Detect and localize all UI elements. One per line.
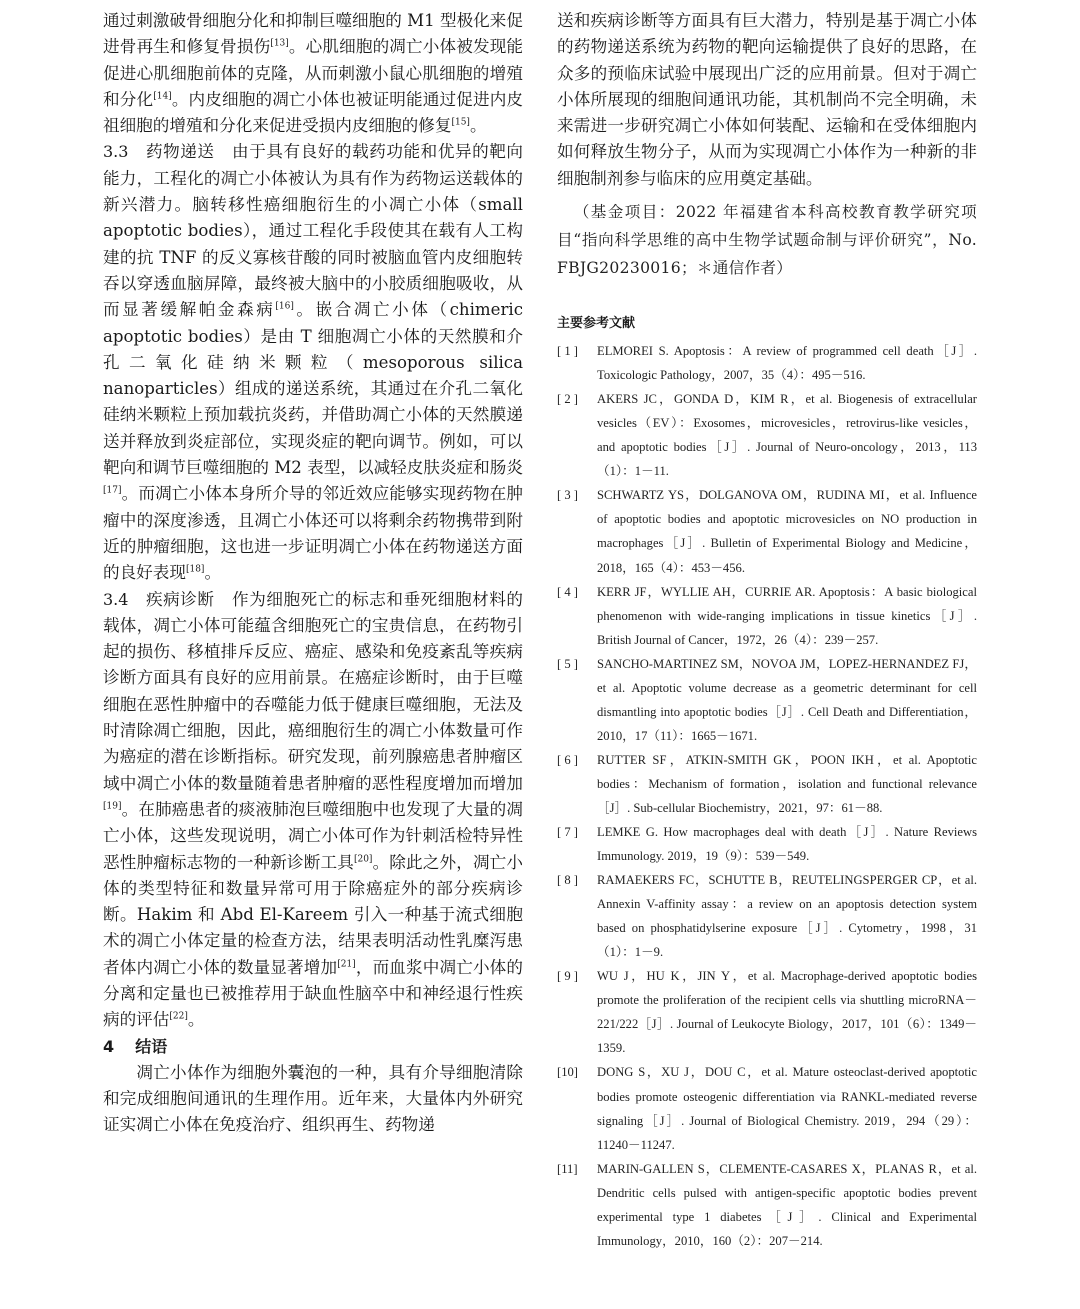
right-column: [557, 8, 977, 1253]
text-run: 。: [187, 1010, 205, 1030]
text-run: 。: [469, 116, 487, 136]
text-run: 。内皮细胞的凋亡小体也被证明能通过促进内皮祖细胞的增殖和分化来促进受损内皮细胞的修复: [103, 89, 524, 136]
text-run: 。心肌细胞的凋亡小体被发现能促进心肌细胞前体的克隆，从而刺激小鼠心肌细胞的增殖和分化: [103, 37, 524, 109]
funding-note: [557, 198, 977, 282]
reference-number: [ 6 ]: [557, 752, 578, 767]
reference-text: RUTTER SF，ATKIN-SMITH GK，POON IKH，et al. Apoptotic bodies：Mechanism of formation，isolation and functional relevance［J］. Sub-cellular Biochemistry，2021，97：61－88.: [597, 752, 977, 815]
reference-number: [11]: [557, 1161, 578, 1176]
reference-text: SANCHO-MARTINEZ SM，NOVOA JM，LOPEZ-HERNANDEZ FJ，et al. Apoptotic volume decrease as a geometric determinant for cell dismantling into apoptotic bodies［J］. Cell Death and Differentiation，2010，17（11）：1665－1671.: [597, 656, 977, 743]
text-run: 。而凋亡小体本身所介导的邻近效应能够实现药物在肿瘤中的深度渗透，且凋亡小体还可以将剩余药物携带到附近的肿瘤细胞，这也进一步证明凋亡小体在药物递送方面的良好表现: [103, 484, 523, 583]
reference-number: [ 3 ]: [557, 488, 578, 503]
section-title: 结语: [135, 1036, 168, 1056]
reference-item: [557, 964, 977, 1060]
reference-item: [557, 1157, 977, 1253]
reference-number: [ 8 ]: [557, 873, 578, 888]
reference-text: ELMOREI S. Apoptosis：A review of programmed cell death［J］. Toxicologic Pathology，2007，35（4）：495－516.: [597, 344, 977, 383]
text-run: 作为细胞死亡的标志和垂死细胞材料的载体，凋亡小体可能蕴含细胞死亡的宝贵信息，在药物引起的损伤、移植排斥反应、癌症、感染和免疫紊乱等疾病诊断方面具有良好的应用前景。在癌症诊断时，由于巨噬细胞在恶性肿瘤中的吞噬能力低于健康巨噬细胞，无法及时清除凋亡细胞，因此，癌细胞衍生的凋亡小体数量可作为癌症的潜在诊断指标。研究发现，前列腺癌患者肿瘤区域中凋亡小体的数量随着患者肿瘤的恶性程度增加而增加: [103, 589, 524, 793]
section-title: 药物递送: [145, 142, 215, 162]
citation-ref: [15]: [451, 117, 470, 128]
reference-text: MARIN-GALLEN S，CLEMENTE-CASARES X，PLANAS R，et al. Dendritic cells pulsed with antigen-specific apoptotic bodies prevent experimental type 1 diabetes［J］. Clinical and Experimental Immunology，2010，160（2）：207－214.: [597, 1161, 977, 1248]
reference-item: [557, 748, 977, 820]
reference-item: [557, 1060, 977, 1156]
reference-item: [557, 339, 977, 387]
text-run: 由于具有良好的载药功能和优异的靶向能力，工程化的凋亡小体被认为具有作为药物运送载体的新兴潜力。脑转移性癌细胞衍生的小凋亡小体（small apoptotic bodies），通过工程化手段使其在载有人工构建的抗 TNF 的反义寡核苷酸的同时被脑血管内皮细胞转吞以穿透血脑屏障，最终被大脑中的小胶质细胞吸收，从而显著缓解帕金森病: [103, 142, 524, 320]
reference-text: LEMKE G. How macrophages deal with death［J］. Nature Reviews Immunology. 2019，19（9）：539－549.: [597, 825, 977, 864]
citation-ref: [17]: [103, 485, 122, 496]
section-4-heading: [103, 1034, 523, 1060]
citation-ref: [22]: [169, 1011, 188, 1022]
paragraph-bone-cardiac: [103, 8, 523, 139]
text-run: 。嵌合凋亡小体（chimeric apoptotic bodies）是由 T 细胞凋亡小体的天然膜和介孔二氧化硅纳米颗粒（mesoporous silica nanoparticles）组成的递送系统，其通过在介孔二氧化硅纳米颗粒上预加载抗炎药，并借助凋亡小体的天然膜递送并释放到炎症部位，实现炎症的靶向调节。例如，可以靶向和调节巨噬细胞的 M2 表型，以减轻皮肤炎症和肠炎: [103, 300, 524, 478]
reference-list: [557, 339, 977, 1253]
reference-number: [ 7 ]: [557, 825, 578, 840]
text-run: （基金项目：2022 年福建省本科高校教育教学研究项目“指向科学思维的高中生物学试题命制与评价研究”，No. FBJG20230016；＊通信作者）: [557, 203, 977, 278]
text-run: ，而血浆中凋亡小体的分离和定量也已被推荐用于缺血性脑卒中和神经退行性疾病的评估: [103, 957, 524, 1030]
reference-number: [10]: [557, 1065, 578, 1080]
citation-ref: [13]: [270, 38, 289, 49]
reference-text: AKERS JC，GONDA D，KIM R，et al. Biogenesis of extracellular vesicles（EV）：Exosomes，microvesicles，retrovirus-like vesicles，and apoptotic bodies［J］. Journal of Neuro-oncology，2013，113（1）：1－11.: [597, 392, 977, 479]
reference-item: [557, 652, 977, 748]
reference-number: [ 1 ]: [557, 344, 578, 359]
reference-text: DONG S，XU J，DOU C，et al. Mature osteoclast-derived apoptotic bodies promote osteogenic differentiation via RANKL-mediated reverse signaling［J］. Journal of Biological Chemistry. 2019，294（29）：11240－11247.: [597, 1065, 977, 1152]
section-number: 3.4: [103, 589, 129, 609]
text-run: 通过刺激破骨细胞分化和抑制巨噬细胞的 M1 型极化来促进骨再生和修复骨损伤: [103, 11, 523, 57]
reference-item: [557, 387, 977, 483]
references-heading: 主要参考文献: [557, 316, 636, 332]
reference-item: [557, 580, 977, 652]
citation-ref: [20]: [353, 853, 373, 864]
reference-item: [557, 483, 977, 579]
citation-ref: [14]: [153, 91, 172, 102]
reference-text: SCHWARTZ YS，DOLGANOVA OM，RUDINA MI，et al. Influence of apoptotic bodies and apoptotic microvesicles on NO production in macrophages［J］. Bulletin of Experimental Biology and Medicine，2018，165（4）：453－456.: [597, 488, 977, 575]
citation-ref: [18]: [185, 564, 205, 575]
reference-text: RAMAEKERS FC，SCHUTTE B，REUTELINGSPERGER CP，et al. Annexin V-affinity assay：a review on an apoptosis detection system based on phosphatidylserine exposure［J］. Cytometry，1998，31（1）：1－9.: [597, 873, 977, 960]
reference-number: [ 5 ]: [557, 656, 578, 671]
text-run: 凋亡小体作为细胞外囊泡的一种，具有介导细胞清除和完成细胞间通讯的生理作用。近年来，大量体内外研究证实凋亡小体在免疫治疗、组织再生、药物递: [103, 1062, 523, 1135]
reference-text: KERR JF，WYLLIE AH，CURRIE AR. Apoptosis：A basic biological phenomenon with wide-ranging implications in tissue kinetics［J］. British Journal of Cancer，1972，26（4）：239－257.: [597, 584, 977, 647]
section-3-3: [103, 139, 523, 586]
reference-item: [557, 868, 977, 964]
section-number: 4: [103, 1036, 115, 1056]
paragraph-conclusion-start: [103, 1060, 523, 1139]
paragraph-conclusion-cont: 送和疾病诊断等方面具有巨大潜力，特别是基于凋亡小体的药物递送系统为药物的靶向运输提供了良好的思路，在众多的预临床试验中展现出广泛的应用前景。但对于凋亡小体所展现的细胞间通讯功能，其机制尚不完全明确，未来需进一步研究凋亡小体如何装配、运输和在受体细胞内如何释放生物分子，从而为实现凋亡小体作为一种新的非细胞制剂参与临床的应用奠定基础。: [557, 11, 977, 188]
left-column: [103, 8, 523, 1139]
citation-ref: [16]: [275, 301, 294, 312]
reference-number: [ 4 ]: [557, 584, 578, 599]
section-3-4: [103, 587, 523, 1034]
text-run: 。除此之外，凋亡小体的类型特征和数量异常可用于除癌症外的部分疾病诊断。Hakim 和 Abd El-Kareem 引入一种基于流式细胞术的凋亡小体定量的检查方法，结果表明活动性乳糜泻患者体内凋亡小体的数量显著增加: [103, 852, 524, 977]
citation-ref: [19]: [103, 801, 122, 812]
text-run: 。: [204, 563, 222, 583]
reference-number: [ 9 ]: [557, 969, 578, 984]
reference-number: [ 2 ]: [557, 392, 578, 407]
section-number: 3.3: [103, 142, 129, 162]
reference-item: [557, 820, 977, 868]
reference-text: WU J，HU K，JIN Y，et al. Macrophage-derived apoptotic bodies promote the proliferation of the recipient cells via shuttling microRNA－221/222［J］. Journal of Leukocyte Biology，2017，101（6）：1349－1359.: [597, 969, 977, 1056]
section-title: 疾病诊断: [145, 589, 215, 609]
text-run: 。在肺癌患者的痰液肺泡巨噬细胞中也发现了大量的凋亡小体，这些发现说明，凋亡小体可作为针刺活检特异性恶性肿瘤标志物的一种新诊断工具: [103, 799, 523, 872]
citation-ref: [21]: [337, 959, 356, 970]
